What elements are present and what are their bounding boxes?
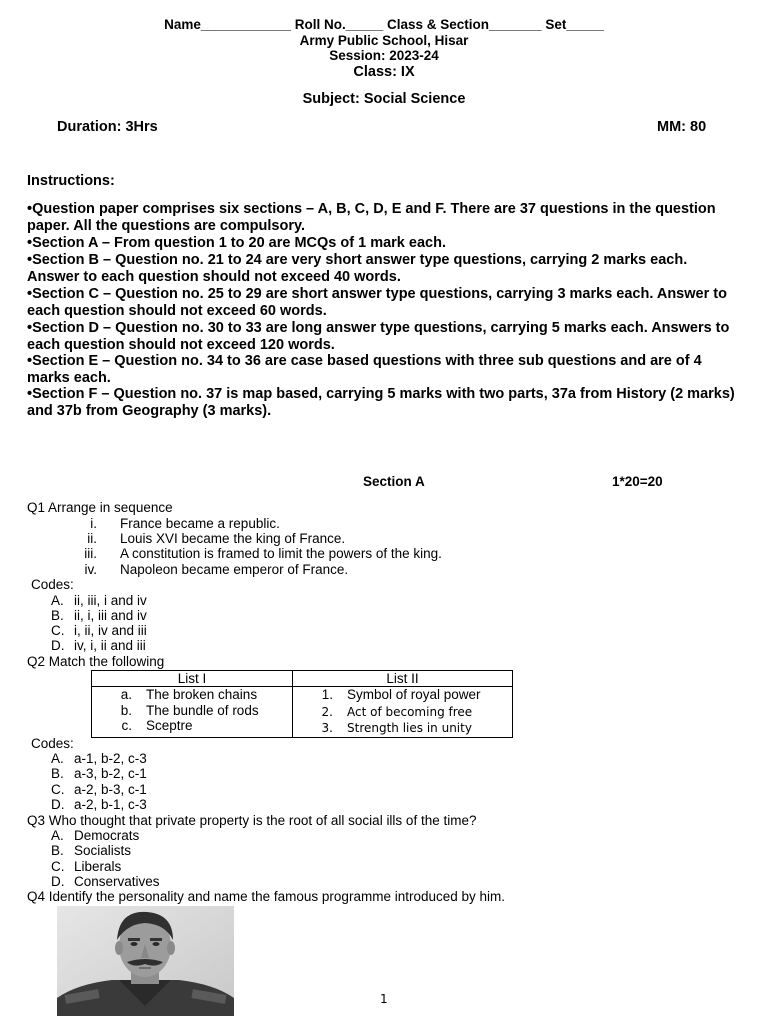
q2-stem: Q2 Match the following bbox=[27, 654, 165, 669]
list1-item bbox=[92, 718, 292, 734]
school-name: Army Public School, Hisar bbox=[299, 33, 469, 48]
instruction-item: •Section D – Question no. 30 to 33 are long answer type questions, carrying 5 marks each. Answers to each question should not exceed 120 words. bbox=[27, 320, 730, 353]
list2-header: List II bbox=[386, 671, 419, 686]
q1-option-letter: C. bbox=[51, 623, 65, 638]
list2-item-text: Strength lies in unity bbox=[347, 721, 472, 735]
q1-item-number: ii. bbox=[87, 531, 97, 546]
list1-item-text: The bundle of rods bbox=[146, 702, 259, 718]
q3-option-letter: D. bbox=[51, 874, 65, 889]
q1-codes-label: Codes: bbox=[31, 577, 74, 592]
q1-option-text: ii, iii, i and iv bbox=[74, 593, 147, 608]
list1-item-text: The broken chains bbox=[146, 687, 258, 702]
q2-option-letter: A. bbox=[51, 751, 64, 766]
q1-item-number: i. bbox=[90, 516, 97, 531]
q2-option-text: a-2, b-1, c-3 bbox=[74, 797, 147, 812]
list1-item-text: Sceptre bbox=[146, 718, 193, 733]
section-a-title: Section A bbox=[363, 474, 425, 489]
q1-item-text: A constitution is framed to limit the powers of the king. bbox=[120, 546, 442, 561]
instructions-title: Instructions: bbox=[27, 173, 115, 189]
list2-item bbox=[293, 687, 512, 704]
list2-item-mark: 1. bbox=[321, 687, 333, 702]
section-a-marks: 1*20=20 bbox=[612, 474, 663, 489]
instruction-item: •Section E – Question no. 34 to 36 are case based questions with three sub questions and are of 4 marks each. bbox=[27, 353, 702, 386]
q4-stem: Q4 Identify the personality and name the famous programme introduced by him. bbox=[27, 889, 506, 904]
list2-item-mark: 2. bbox=[321, 704, 333, 719]
subject-label: Subject: Social Science bbox=[302, 91, 466, 107]
list2-cell bbox=[293, 687, 513, 738]
instruction-item: •Question paper comprises six sections – A, B, C, D, E and F. There are 37 questions in the question paper. All the questions are compulsory. bbox=[27, 201, 716, 234]
student-details-line: Name____________ Roll No._____ Class & Section_______ Set_____ bbox=[164, 17, 604, 32]
q1-item-text: Napoleon became emperor of France. bbox=[120, 562, 349, 577]
q2-option-text: a-1, b-2, c-3 bbox=[74, 751, 147, 766]
q1-item-text: France became a republic. bbox=[120, 516, 280, 531]
instruction-item: •Section C – Question no. 25 to 29 are short answer type questions, carrying 3 marks each. Answer to each question should not exceed 60 words. bbox=[27, 286, 727, 319]
q3-option-text: Democrats bbox=[74, 828, 140, 843]
q1-item-number: iii. bbox=[84, 546, 97, 561]
q3-stem: Q3 Who thought that private property is the root of all social ills of the time? bbox=[27, 813, 477, 828]
list2-header-cell bbox=[293, 671, 513, 687]
q1-stem: Q1 Arrange in sequence bbox=[27, 500, 173, 515]
q1-option-letter: A. bbox=[51, 593, 64, 608]
q1-item-text: Louis XVI became the king of France. bbox=[120, 531, 346, 546]
q3-option-letter: A. bbox=[51, 828, 64, 843]
instruction-item: •Section B – Question no. 21 to 24 are very short answer type questions, carrying 2 marks each. Answer to each question should not exceed 40 words. bbox=[27, 252, 688, 285]
q3-option-text: Conservatives bbox=[74, 874, 160, 889]
list1-cell bbox=[92, 687, 293, 738]
list1-item bbox=[92, 703, 292, 719]
page-number: 1 bbox=[380, 992, 388, 1006]
portrait-illustration bbox=[57, 906, 234, 1016]
q2-option-text: a-2, b-3, c-1 bbox=[74, 782, 147, 797]
max-marks: MM: 80 bbox=[657, 119, 707, 135]
duration: Duration: 3Hrs bbox=[57, 119, 158, 135]
q1-option-letter: D. bbox=[51, 638, 65, 653]
list2-item-text: Act of becoming free bbox=[347, 704, 473, 719]
list2-item-mark: 3. bbox=[321, 721, 333, 735]
instruction-item: •Section A – From question 1 to 20 are MCQs of 1 mark each. bbox=[27, 235, 446, 251]
class-label: Class: IX bbox=[353, 64, 415, 80]
q1-option-text: iv, i, ii and iii bbox=[74, 638, 146, 653]
match-table bbox=[91, 670, 513, 738]
list1-item bbox=[92, 687, 292, 703]
q2-option-letter: D. bbox=[51, 797, 65, 812]
portrait-photo bbox=[57, 906, 234, 1016]
q3-option-letter: B. bbox=[51, 843, 64, 858]
instruction-item: •Section F – Question no. 37 is map based, carrying 5 marks with two parts, 37a from History (2 marks) and 37b from Geography (3 marks). bbox=[27, 386, 735, 419]
list1-header-cell bbox=[92, 671, 293, 687]
q3-option-text: Liberals bbox=[74, 859, 122, 874]
q2-option-letter: C. bbox=[51, 782, 65, 797]
list1-item-mark: b. bbox=[120, 702, 132, 718]
list1-item-mark: a. bbox=[120, 687, 132, 702]
list2-item bbox=[293, 720, 512, 737]
q3-option-letter: C. bbox=[51, 859, 65, 874]
q1-item-number: iv. bbox=[84, 562, 97, 577]
list2-item-text: Symbol of royal power bbox=[347, 687, 481, 702]
q3-option-text: Socialists bbox=[74, 843, 132, 858]
q2-option-letter: B. bbox=[51, 766, 64, 781]
list2-item bbox=[293, 704, 512, 721]
q1-option-text: i, ii, iv and iii bbox=[74, 623, 147, 638]
q1-option-text: ii, i, iii and iv bbox=[74, 608, 147, 623]
q1-option-letter: B. bbox=[51, 608, 64, 623]
list1-item-mark: c. bbox=[121, 718, 132, 733]
list1-header: List I bbox=[177, 671, 207, 686]
q2-option-text: a-3, b-2, c-1 bbox=[74, 766, 147, 781]
q2-codes-label: Codes: bbox=[31, 736, 74, 751]
session: Session: 2023-24 bbox=[329, 48, 439, 63]
